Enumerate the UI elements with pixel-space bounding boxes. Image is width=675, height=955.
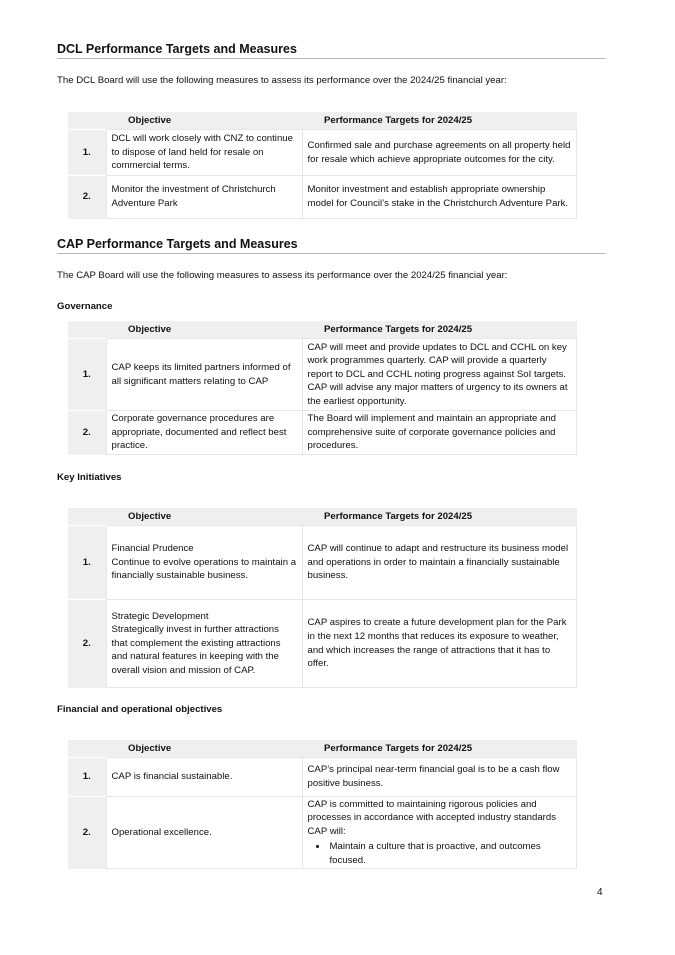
- row-number: 1.: [68, 130, 106, 176]
- header-blank: [68, 112, 106, 130]
- objective-cell: CAP is financial sustainable.: [106, 758, 302, 797]
- table-row: [68, 797, 577, 869]
- objective-text: Continue to evolve operations to maintain a financially sustainable business.: [111, 556, 297, 582]
- table-row: [68, 176, 577, 219]
- target-cell: The Board will implement and maintain an appropriate and comprehensive suite of corporate governance policies and procedures.: [302, 411, 577, 455]
- row-number: 1.: [68, 758, 106, 797]
- objective-cell: Operational excellence.: [106, 797, 302, 869]
- header-targets: Performance Targets for 2024/25: [302, 508, 577, 526]
- bullet-list: [308, 840, 572, 867]
- objective-cell: Monitor the investment of Christchurch Adventure Park: [106, 176, 302, 219]
- row-number: 2.: [68, 176, 106, 219]
- row-number: 2.: [68, 600, 106, 688]
- dcl-heading: DCL Performance Targets and Measures: [57, 42, 606, 59]
- target-cell: CAP’s principal near-term financial goal is to be a cash flow positive business.: [302, 758, 577, 797]
- header-blank: [68, 740, 106, 758]
- dcl-intro: The DCL Board will use the following measures to assess its performance over the 2024/25 financial year:: [57, 75, 507, 86]
- header-targets: Performance Targets for 2024/25: [302, 321, 577, 339]
- bullet-item: • Maintain a culture that is proactive, and outcomes focused.: [328, 840, 572, 867]
- header-objective: Objective: [106, 112, 302, 130]
- table-header-row: [68, 321, 577, 339]
- table-row: [68, 758, 577, 797]
- header-objective: Objective: [106, 740, 302, 758]
- target-cell: Confirmed sale and purchase agreements on all property held for resale which achieve appropriate outcomes for the city.: [302, 130, 577, 176]
- cap-intro: The CAP Board will use the following measures to assess its performance over the 2024/25 financial year:: [57, 270, 508, 281]
- table-header-row: [68, 740, 577, 758]
- header-objective: Objective: [106, 508, 302, 526]
- objective-cell: [106, 600, 302, 688]
- header-objective: Objective: [106, 321, 302, 339]
- objective-title: Financial Prudence: [111, 543, 194, 555]
- target-text: CAP is committed to maintaining rigorous policies and processes in accordance with accepted industry standards CAP will:: [307, 798, 557, 837]
- initiatives-title: Key Initiatives: [57, 472, 122, 483]
- target-cell: CAP aspires to create a future development plan for the Park in the next 12 months that reduces its exposure to weather, and which increases the range of attractions that it has to offer.: [302, 600, 577, 688]
- row-number: 2.: [68, 411, 106, 455]
- row-number: 2.: [68, 797, 106, 869]
- page-number: 4: [597, 887, 603, 898]
- objective-cell: Corporate governance procedures are appropriate, documented and reflect best practice.: [106, 411, 302, 455]
- header-targets: Performance Targets for 2024/25: [302, 740, 577, 758]
- header-blank: [68, 321, 106, 339]
- governance-table: [68, 321, 577, 455]
- header-targets: Performance Targets for 2024/25: [302, 112, 577, 130]
- table-row: [68, 600, 577, 688]
- header-blank: [68, 508, 106, 526]
- table-header-row: [68, 508, 577, 526]
- row-number: 1.: [68, 339, 106, 411]
- objective-cell: DCL will work closely with CNZ to continue to dispose of land held for resale on commercial terms.: [106, 130, 302, 176]
- target-cell: [302, 797, 577, 869]
- target-cell: Monitor investment and establish appropriate ownership model for Council’s stake in the Christchurch Adventure Park.: [302, 176, 577, 219]
- objective-cell: CAP keeps its limited partners informed of all significant matters relating to CAP: [106, 339, 302, 411]
- cap-heading: CAP Performance Targets and Measures: [57, 237, 606, 254]
- table-row: [68, 411, 577, 455]
- governance-title: Governance: [57, 301, 113, 312]
- objective-text: Strategically invest in further attractions that complement the existing attractions and natural features in keeping with the overall vision and mission of CAP.: [111, 624, 281, 676]
- table-header-row: [68, 112, 577, 130]
- dcl-table: [68, 112, 577, 219]
- table-row: [68, 339, 577, 411]
- table-row: [68, 526, 577, 600]
- target-cell: CAP will meet and provide updates to DCL and CCHL on key work programmes quarterly. CAP will provide a quarterly report to DCL and CCHL noting progress against SoI targets. CAP will advise any major matters of urgency to its owners at the earliest opportunity.: [302, 339, 577, 411]
- financial-table: [68, 740, 577, 869]
- table-row: [68, 130, 577, 176]
- objective-title: Strategic Development: [111, 610, 209, 622]
- target-cell: CAP will continue to adapt and restructure its business model and operations in order to maintain a financially sustainable business.: [302, 526, 577, 600]
- financial-title: Financial and operational objectives: [57, 704, 223, 715]
- objective-cell: [106, 526, 302, 600]
- initiatives-table: [68, 508, 577, 688]
- row-number: 1.: [68, 526, 106, 600]
